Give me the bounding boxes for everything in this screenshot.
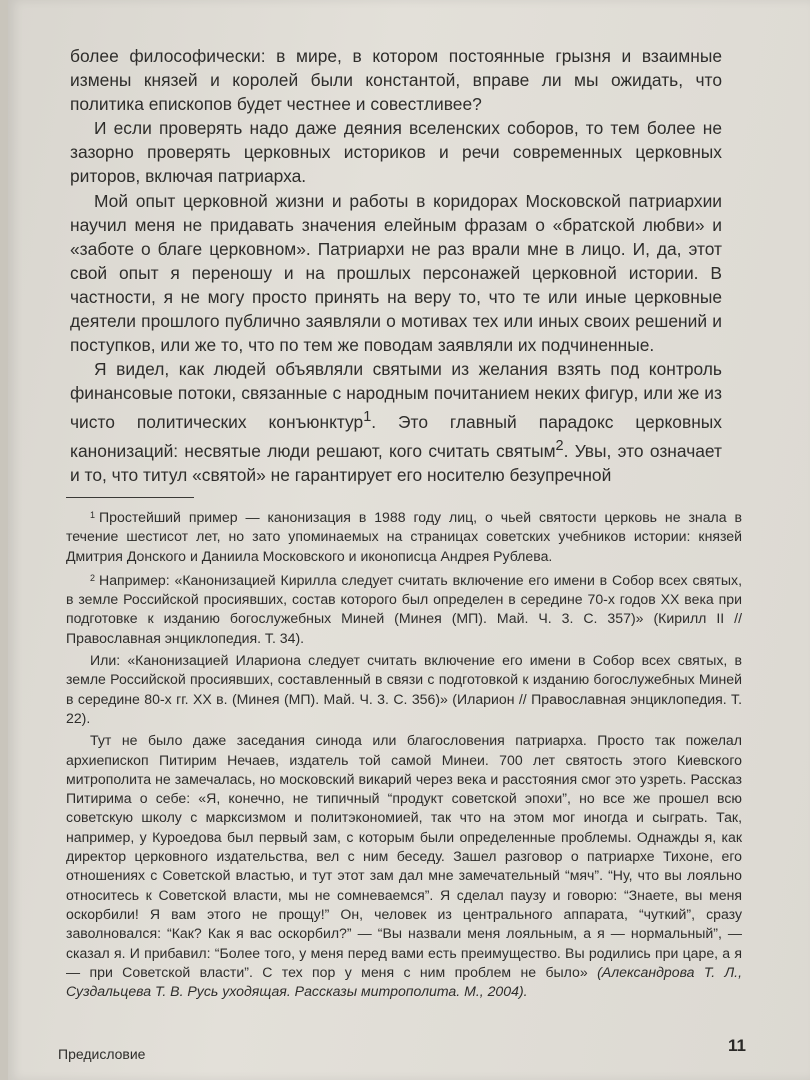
paragraph-3: Мой опыт церковной жизни и работы в коридорах Московской патриархии научил меня не придавать значения елейным фразам о «братской любви» и «заботе о благе церковном». Патриархи не раз врали мне в лицо. И, да, этот свой опыт я переношу и на прошлых персонажей церковной истории. В частности, я не могу просто принять на веру то, что те или иные церковные деятели прошлого публично заявляли о мотивах тех или иных своих решений и поступков, или же то, что по тем же поводам заявляли их подчиненные.: [70, 190, 722, 356]
footnote-ref-1: 1: [363, 409, 372, 426]
running-footer-section: Предисловие: [58, 1046, 146, 1062]
paragraph-4-part-c: . Увы, это означает и то, что титул «святой» не гарантирует его носителю безупречной: [70, 441, 722, 486]
paragraph-4-part-b: . Это главный парадокс церковных канонизаций: несвятые люди решают, кого считать святым: [70, 412, 722, 462]
page-number: 11: [728, 1036, 746, 1055]
paragraph-4: [70, 357, 722, 487]
footnote-2-pitirim: [66, 731, 742, 1001]
paragraph-2: И если проверять надо даже деяния вселенских соборов, то тем более не зазорно проверять церковных историков и речи современных церковных риторов, включая патриарха.: [70, 118, 722, 187]
footnotes: [66, 506, 742, 1004]
footnote-1-mark: 1: [90, 510, 96, 520]
paragraph-4-part-a: Я видел, как людей объявляли святыми из желания взять под контроль финансовые потоки, связанные с народным почитанием неких фигур, или же из чисто политических конъюнктур: [70, 359, 722, 433]
footnote-ref-2: 2: [555, 438, 564, 455]
footnote-citation: (Александрова Т. Л., Суздальцева Т. В. Русь уходящая. Рассказы митрополита. М., 2004).: [66, 963, 742, 1000]
footnote-divider: [66, 497, 194, 498]
footnote-1: [66, 506, 742, 566]
footnote-pitirim-text: Тут не было даже заседания синода или благословения патриарха. Просто так пожелал архиепископ Питирим Нечаев, издатель той самой Минеи. 700 лет святость этого Киевского митрополита не замечалась, но московский викарий через века и расстояния смог это узреть. Рассказ Питирима о себе: «Я, конечно, не типичный “продукт советской эпохи”, но все же прошел всю советскую школу с марксизмом и политэкономией, так что на этом мог иногда и сыграть. Так, например, у Куроедова был первый зам, с которым были определенные проблемы. Однажды я, как директор церковного издательства, вел с ним беседу. Зашел разговор о патриархе Тихоне, его отношениях с Советской властью, и тут этот зам дал мне замечательный “мяч”. “Ну, что вы лояльно относитесь к Советской власти, мы не сомневаемся”. Я сделал паузу и говорю: “Знаете, вы меня оскорбили! Я вам этого не прощу!” Он, человек из центрального аппарата, “чуткий”, сразу заволновался: “Как? Как я вас оскорбил?” — “Вы назвали меня лояльным, а я — нормальный”, — сказал я. И прибавил: “Более того, у меня перед вами есть преимущество. Вы родились при царе, а я — при Советской власти”. С тех пор у меня с ним проблем не было»: [66, 732, 742, 980]
footnote-2-mark: 2: [90, 572, 96, 583]
footnote-1-text: Простейший пример — канонизация в 1988 году лиц, о чьей святости церковь не знала в течение шестисот лет, но зато упоминаемых на страницах советских учебников истории: князей Дмитрия Донского и Даниила Московского и иконописца Андрея Рублева.: [66, 509, 742, 564]
book-page: [8, 0, 810, 1080]
paragraph-1: более философически: в мире, в котором постоянные грызня и взаимные измены князей и королей были константой, вправе ли мы ожидать, что политика епископов будет честнее и совестливее?: [70, 46, 722, 115]
main-text: [70, 44, 722, 487]
footnote-2-continued: Или: «Канонизацией Илариона следует считать включение его имени в Собор всех святых, в земле Российской просиявших, составленный в связи с подготовкой к изданию богослужебных Миней в середине 80-х гг. XX в. (Минея (МП). Май. Ч. 3. С. 356)» (Иларион // Православная энциклопедия. Т. 22).: [66, 652, 742, 726]
footnote-2: [66, 569, 742, 648]
footnote-2-text: Например: «Канонизацией Кирилла следует считать включение его имени в Собор всех святых, в земле Российской просиявших, состав которого был определен в середине 70-х годов XX века при подготовке к изданию богослужебных Миней (Минея (МП). Май. Ч. 3. С. 357)» (Кирилл II // Православная энциклопедия. Т. 34).: [66, 571, 742, 646]
